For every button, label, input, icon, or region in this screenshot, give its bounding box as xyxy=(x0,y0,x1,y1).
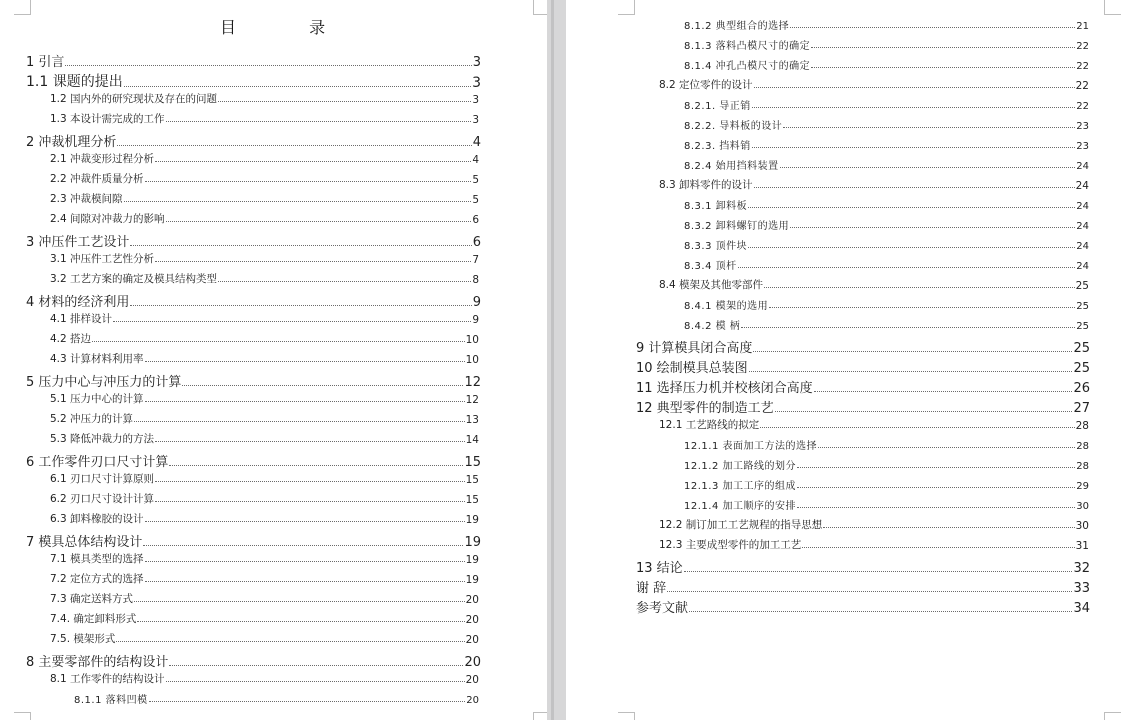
toc-entry-page-number: 28 xyxy=(1076,441,1089,452)
toc-entry-page-number: 6 xyxy=(472,235,481,250)
toc-entry-page-number: 14 xyxy=(465,434,479,446)
toc-entry-page-number: 33 xyxy=(1073,581,1090,596)
document-page-right xyxy=(566,0,1138,720)
toc-entry-page-number: 20 xyxy=(466,695,479,706)
toc-entry-page-number: 30 xyxy=(1076,501,1089,512)
toc-entry-title: 12.1.3 加工工序的组成 xyxy=(684,481,796,492)
toc-entry-page-number: 19 xyxy=(465,514,479,526)
toc-entry-title: 12.3 主要成型零件的加工工艺 xyxy=(659,539,802,551)
toc-dot-leader xyxy=(689,611,1072,612)
toc-dot-leader xyxy=(134,421,465,422)
toc-entry-page-number: 19 xyxy=(465,574,479,586)
toc-dot-leader xyxy=(790,27,1075,28)
crop-mark xyxy=(1104,712,1121,720)
toc-entry-title: 3 冲压件工艺设计 xyxy=(26,235,130,250)
toc-entry-title: 12.1 工艺路线的拟定 xyxy=(659,419,760,431)
toc-entry[interactable] xyxy=(636,337,1090,356)
toc-dot-leader xyxy=(775,411,1073,412)
toc-entry-title: 4 材料的经济利用 xyxy=(26,295,130,310)
toc-entry-page-number: 25 xyxy=(1073,361,1090,376)
toc-entry-title: 2.1 冲裁变形过程分析 xyxy=(50,153,155,165)
toc-entry-title: 8.3.1 卸料板 xyxy=(684,201,748,212)
toc-entry-page-number: 7 xyxy=(472,254,479,266)
toc-entry-title: 12.1.2 加工路线的划分 xyxy=(684,461,796,472)
toc-entry-title: 8.1.2 典型组合的选择 xyxy=(684,21,790,32)
toc-entry[interactable] xyxy=(26,131,481,150)
toc-entry[interactable] xyxy=(50,471,479,486)
toc-dot-leader xyxy=(143,545,463,546)
toc-dot-leader xyxy=(145,581,465,582)
toc-entry[interactable] xyxy=(26,371,481,390)
toc-entry-page-number: 19 xyxy=(464,535,481,550)
toc-entry[interactable] xyxy=(684,237,1089,252)
toc-entry-title: 8.1.3 落料凸模尺寸的确定 xyxy=(684,41,811,52)
toc-entry-page-number: 20 xyxy=(465,614,479,626)
toc-entry[interactable] xyxy=(50,431,479,446)
toc-entry-page-number: 34 xyxy=(1073,601,1090,616)
toc-dot-leader xyxy=(814,391,1073,392)
toc-title: 目 录 xyxy=(220,18,360,37)
toc-entry[interactable] xyxy=(684,477,1089,492)
toc-dot-leader xyxy=(748,207,1075,208)
toc-entry-title: 5 压力中心与冲压力的计算 xyxy=(26,375,182,390)
toc-dot-leader xyxy=(752,147,1075,148)
toc-entry-page-number: 27 xyxy=(1073,401,1090,416)
toc-entry[interactable] xyxy=(684,297,1089,312)
toc-entry-title: 6 工作零件刃口尺寸计算 xyxy=(26,455,169,470)
toc-entry-title: 7.5. 模架形式 xyxy=(50,633,116,645)
toc-entry[interactable] xyxy=(26,291,481,310)
toc-dot-leader xyxy=(130,305,471,306)
toc-entry[interactable] xyxy=(50,211,479,226)
toc-entry[interactable] xyxy=(50,351,479,366)
toc-entry-page-number: 9 xyxy=(472,314,479,326)
toc-entry[interactable] xyxy=(50,271,479,286)
toc-entry-title: 6.3 卸料橡胶的设计 xyxy=(50,513,144,525)
toc-dot-leader xyxy=(741,327,1075,328)
toc-entry-title: 5.2 冲压力的计算 xyxy=(50,413,134,425)
toc-entry-title: 5.3 降低冲裁力的方法 xyxy=(50,433,155,445)
toc-dot-leader xyxy=(155,261,471,262)
toc-dot-leader xyxy=(124,86,471,87)
toc-entry[interactable] xyxy=(50,551,479,566)
toc-dot-leader xyxy=(117,145,471,146)
toc-dot-leader xyxy=(134,601,465,602)
toc-entry[interactable] xyxy=(684,37,1089,52)
toc-entry-page-number: 15 xyxy=(465,494,479,506)
toc-entry[interactable] xyxy=(50,511,479,526)
toc-entry-title: 8 主要零部件的结构设计 xyxy=(26,655,169,670)
crop-mark xyxy=(618,712,635,720)
toc-entry-page-number: 25 xyxy=(1076,321,1089,332)
toc-entry-page-number: 20 xyxy=(464,655,481,670)
toc-entry-page-number: 8 xyxy=(472,274,479,286)
toc-entry[interactable] xyxy=(74,691,479,706)
toc-entry-page-number: 6 xyxy=(472,214,479,226)
toc-entry-page-number: 23 xyxy=(1076,141,1089,152)
toc-dot-leader xyxy=(130,245,471,246)
toc-entry-page-number: 24 xyxy=(1076,221,1089,232)
toc-dot-leader xyxy=(155,481,465,482)
toc-entry[interactable] xyxy=(50,391,479,406)
toc-dot-leader xyxy=(748,247,1075,248)
toc-entry-page-number: 22 xyxy=(1075,80,1089,92)
toc-entry[interactable] xyxy=(684,157,1089,172)
toc-dot-leader xyxy=(169,465,463,466)
toc-entry[interactable] xyxy=(684,437,1089,452)
toc-entry-title: 2.2 冲裁件质量分析 xyxy=(50,173,144,185)
toc-entry-page-number: 26 xyxy=(1073,381,1090,396)
toc-dot-leader xyxy=(754,187,1075,188)
toc-entry[interactable] xyxy=(684,17,1089,32)
toc-entry-page-number: 24 xyxy=(1075,180,1089,192)
toc-entry-title: 5.1 压力中心的计算 xyxy=(50,393,144,405)
toc-entry[interactable] xyxy=(26,51,481,70)
toc-entry-page-number: 20 xyxy=(465,634,479,646)
toc-entry-page-number: 21 xyxy=(1076,21,1089,32)
toc-dot-leader xyxy=(113,321,471,322)
toc-dot-leader xyxy=(218,101,471,102)
toc-entry-page-number: 20 xyxy=(465,594,479,606)
toc-dot-leader xyxy=(749,371,1073,372)
toc-dot-leader xyxy=(155,441,465,442)
toc-entry-title: 3.1 冲压件工艺性分析 xyxy=(50,253,155,265)
toc-entry-page-number: 29 xyxy=(1076,481,1089,492)
toc-entry[interactable] xyxy=(684,497,1089,512)
crop-mark xyxy=(14,0,31,15)
toc-entry[interactable] xyxy=(684,257,1089,272)
toc-entry[interactable] xyxy=(636,397,1090,416)
toc-entry-page-number: 23 xyxy=(1076,121,1089,132)
toc-entry[interactable] xyxy=(50,91,479,106)
toc-entry-page-number: 24 xyxy=(1076,261,1089,272)
toc-entry-page-number: 25 xyxy=(1075,280,1089,292)
toc-entry-title: 7.1 模具类型的选择 xyxy=(50,553,144,565)
toc-entry[interactable] xyxy=(50,171,479,186)
toc-entry-page-number: 22 xyxy=(1076,41,1089,52)
toc-dot-leader xyxy=(769,307,1075,308)
toc-entry[interactable] xyxy=(50,151,479,166)
toc-entry-title: 8.4.2 模 柄 xyxy=(684,321,741,332)
toc-dot-leader xyxy=(783,127,1075,128)
toc-dot-leader xyxy=(145,401,465,402)
toc-entry-title: 4.3 计算材料利用率 xyxy=(50,353,144,365)
toc-entry-page-number: 22 xyxy=(1076,61,1089,72)
toc-dot-leader xyxy=(166,121,472,122)
crop-mark xyxy=(533,0,547,15)
toc-entry-page-number: 15 xyxy=(464,455,481,470)
toc-entry-title: 12.2 制订加工工艺规程的指导思想 xyxy=(659,519,823,531)
toc-dot-leader xyxy=(754,87,1075,88)
toc-entry[interactable] xyxy=(50,631,479,646)
toc-entry-title: 1.1 课题的提出 xyxy=(26,74,123,90)
crop-mark xyxy=(533,712,547,720)
toc-dot-leader xyxy=(797,507,1075,508)
toc-entry[interactable] xyxy=(50,671,479,686)
toc-entry-page-number: 5 xyxy=(472,174,479,186)
toc-entry-title: 11 选择压力机并校核闭合高度 xyxy=(636,381,813,396)
toc-entry-title: 谢 辞 xyxy=(636,581,667,596)
toc-dot-leader xyxy=(818,447,1075,448)
toc-dot-leader xyxy=(145,561,465,562)
toc-entry-title: 6.2 刃口尺寸设计计算 xyxy=(50,493,155,505)
toc-entry-page-number: 3 xyxy=(472,75,481,91)
toc-entry[interactable] xyxy=(659,277,1089,292)
toc-entry[interactable] xyxy=(636,577,1090,596)
toc-entry-title: 7.4. 确定卸料形式 xyxy=(50,613,137,625)
toc-dot-leader xyxy=(667,591,1072,592)
toc-entry-title: 3.2 工艺方案的确定及模具结构类型 xyxy=(50,273,218,285)
toc-entry-page-number: 3 xyxy=(472,94,479,106)
toc-dot-leader xyxy=(760,427,1074,428)
toc-entry-title: 4.1 排样设计 xyxy=(50,313,113,325)
toc-entry-title: 10 绘制模具总装图 xyxy=(636,361,748,376)
toc-dot-leader xyxy=(780,167,1076,168)
toc-entry-title: 7.3 确定送料方式 xyxy=(50,593,134,605)
toc-dot-leader xyxy=(169,665,463,666)
toc-entry-page-number: 31 xyxy=(1075,540,1089,552)
toc-entry[interactable] xyxy=(684,57,1089,72)
toc-dot-leader xyxy=(823,527,1074,528)
toc-entry[interactable] xyxy=(50,611,479,626)
toc-entry-page-number: 25 xyxy=(1076,301,1089,312)
toc-entry-title: 2.4 间隙对冲裁力的影响 xyxy=(50,213,165,225)
toc-entry[interactable] xyxy=(684,457,1089,472)
toc-dot-leader xyxy=(166,221,472,222)
toc-entry[interactable] xyxy=(50,191,479,206)
toc-entry-page-number: 3 xyxy=(472,55,481,70)
toc-dot-leader xyxy=(155,161,471,162)
toc-entry-page-number: 22 xyxy=(1076,101,1089,112)
toc-entry-title: 2 冲裁机理分析 xyxy=(26,135,117,150)
toc-entry[interactable] xyxy=(636,357,1090,376)
toc-entry-page-number: 12 xyxy=(465,394,479,406)
toc-entry-page-number: 20 xyxy=(465,674,479,686)
toc-entry-title: 8.2.4 始用挡料装置 xyxy=(684,161,779,172)
toc-dot-leader xyxy=(155,501,465,502)
toc-entry-title: 8.3.4 顶杆 xyxy=(684,261,737,272)
toc-entry-title: 8.2 定位零件的设计 xyxy=(659,79,753,91)
toc-entry[interactable] xyxy=(636,557,1090,576)
toc-entry[interactable] xyxy=(50,331,479,346)
page-gap xyxy=(547,0,566,720)
toc-entry-title: 8.4 模架及其他零部件 xyxy=(659,279,764,291)
toc-entry-title: 8.2.3. 挡料销 xyxy=(684,141,751,152)
toc-entry-title: 12.1.1 表面加工方法的选择 xyxy=(684,441,817,452)
toc-entry[interactable] xyxy=(684,197,1089,212)
toc-dot-leader xyxy=(65,65,471,66)
toc-entry-title: 1 引言 xyxy=(26,55,65,70)
toc-entry-page-number: 10 xyxy=(465,354,479,366)
toc-entry[interactable] xyxy=(684,317,1089,332)
toc-dot-leader xyxy=(166,681,465,682)
toc-entry-page-number: 28 xyxy=(1075,420,1089,432)
toc-entry-title: 8.1.1 落料凹模 xyxy=(74,695,148,706)
toc-dot-leader xyxy=(145,181,472,182)
toc-entry-page-number: 15 xyxy=(465,474,479,486)
toc-entry[interactable] xyxy=(659,517,1089,532)
toc-entry-page-number: 4 xyxy=(472,154,479,166)
toc-entry-title: 1.3 本设计需完成的工作 xyxy=(50,113,165,125)
toc-dot-leader xyxy=(218,281,471,282)
toc-entry-page-number: 28 xyxy=(1076,461,1089,472)
toc-entry-title: 7 模具总体结构设计 xyxy=(26,535,143,550)
toc-entry-title: 8.3.2 卸料螺钉的选用 xyxy=(684,221,790,232)
toc-entry[interactable] xyxy=(26,71,481,91)
toc-entry-title: 12 典型零件的制造工艺 xyxy=(636,401,774,416)
toc-entry-title: 1.2 国内外的研究现状及存在的问题 xyxy=(50,93,218,105)
toc-entry[interactable] xyxy=(684,217,1089,232)
crop-mark xyxy=(1104,0,1121,15)
toc-entry-page-number: 32 xyxy=(1073,561,1090,576)
toc-entry-title: 8.4.1 模架的选用 xyxy=(684,301,769,312)
toc-entry-page-number: 19 xyxy=(465,554,479,566)
toc-dot-leader xyxy=(753,351,1072,352)
toc-entry-page-number: 4 xyxy=(472,135,481,150)
toc-dot-leader xyxy=(797,487,1075,488)
toc-entry[interactable] xyxy=(659,77,1089,92)
crop-mark xyxy=(618,0,635,15)
toc-entry-page-number: 12 xyxy=(464,375,481,390)
toc-dot-leader xyxy=(797,467,1075,468)
toc-entry[interactable] xyxy=(50,111,479,126)
toc-entry[interactable] xyxy=(684,97,1089,112)
toc-entry[interactable] xyxy=(26,651,481,670)
crop-mark xyxy=(14,712,31,720)
toc-entry-page-number: 10 xyxy=(465,334,479,346)
toc-dot-leader xyxy=(684,571,1073,572)
toc-dot-leader xyxy=(149,701,466,702)
toc-entry[interactable] xyxy=(26,451,481,470)
toc-entry[interactable] xyxy=(684,137,1089,152)
toc-entry-page-number: 24 xyxy=(1076,241,1089,252)
toc-dot-leader xyxy=(116,641,464,642)
toc-entry[interactable] xyxy=(50,411,479,426)
toc-dot-leader xyxy=(124,201,472,202)
toc-entry-page-number: 9 xyxy=(472,295,481,310)
toc-entry-title: 8.2.2. 导料板的设计 xyxy=(684,121,783,132)
toc-entry-title: 12.1.4 加工顺序的安排 xyxy=(684,501,796,512)
toc-entry-title: 参考文献 xyxy=(636,601,689,616)
toc-entry[interactable] xyxy=(684,117,1089,132)
toc-entry-title: 2.3 冲裁模间隙 xyxy=(50,193,123,205)
toc-entry[interactable] xyxy=(659,177,1089,192)
toc-entry-page-number: 24 xyxy=(1076,201,1089,212)
toc-entry-page-number: 3 xyxy=(472,114,479,126)
toc-entry-title: 6.1 刃口尺寸计算原则 xyxy=(50,473,155,485)
toc-dot-leader xyxy=(145,521,465,522)
toc-entry-title: 8.1 工作零件的结构设计 xyxy=(50,673,165,685)
toc-entry[interactable] xyxy=(636,377,1090,396)
toc-dot-leader xyxy=(790,227,1075,228)
toc-entry[interactable] xyxy=(50,571,479,586)
toc-entry[interactable] xyxy=(50,491,479,506)
toc-dot-leader xyxy=(182,385,463,386)
toc-entry[interactable] xyxy=(636,597,1090,616)
toc-entry-page-number: 25 xyxy=(1073,341,1090,356)
toc-entry-title: 8.3 卸料零件的设计 xyxy=(659,179,753,191)
toc-entry[interactable] xyxy=(26,531,481,550)
toc-dot-leader xyxy=(738,267,1076,268)
toc-entry-title: 7.2 定位方式的选择 xyxy=(50,573,144,585)
toc-entry-page-number: 30 xyxy=(1075,520,1089,532)
toc-entry-title: 8.1.4 冲孔凸模尺寸的确定 xyxy=(684,61,811,72)
toc-dot-leader xyxy=(92,341,465,342)
toc-entry-page-number: 24 xyxy=(1076,161,1089,172)
toc-entry-title: 13 结论 xyxy=(636,561,683,576)
toc-entry[interactable] xyxy=(50,591,479,606)
toc-dot-leader xyxy=(811,67,1075,68)
toc-dot-leader xyxy=(764,287,1075,288)
toc-entry[interactable] xyxy=(50,311,479,326)
toc-entry-page-number: 13 xyxy=(465,414,479,426)
toc-entry-page-number: 5 xyxy=(472,194,479,206)
toc-entry[interactable] xyxy=(26,231,481,250)
document-page-left xyxy=(0,0,547,720)
toc-entry-title: 4.2 搭边 xyxy=(50,333,92,345)
toc-entry-title: 9 计算模具闭合高度 xyxy=(636,341,753,356)
toc-dot-leader xyxy=(752,107,1075,108)
toc-entry[interactable] xyxy=(659,417,1089,432)
toc-dot-leader xyxy=(137,621,464,622)
toc-entry[interactable] xyxy=(50,251,479,266)
toc-entry[interactable] xyxy=(659,537,1089,552)
toc-dot-leader xyxy=(145,361,465,362)
toc-dot-leader xyxy=(811,47,1075,48)
toc-entry-title: 8.3.3 顶件块 xyxy=(684,241,748,252)
toc-dot-leader xyxy=(802,547,1074,548)
toc-entry-title: 8.2.1. 导正销 xyxy=(684,101,751,112)
